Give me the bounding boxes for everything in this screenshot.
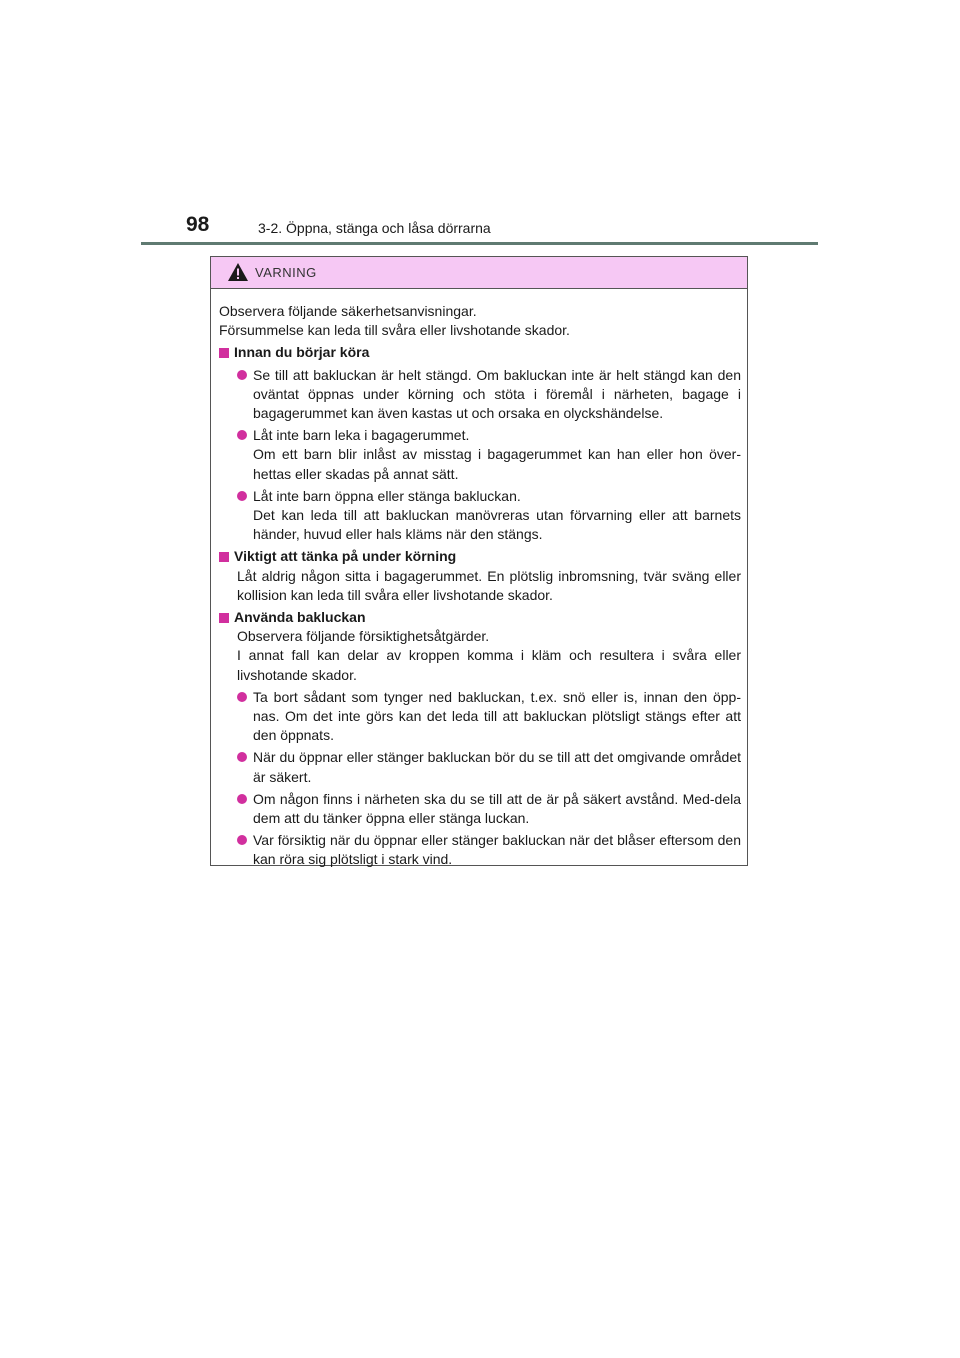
bullet-text	[251, 688, 741, 746]
bullet-line: Ta bort sådant som tynger ned bakluckan, t.ex. snö eller is, innan den öpp-nas. Om det inte görs kan det leda till att bakluckan plötsligt stängs efter att den öppnats.	[253, 688, 741, 744]
bullet-text	[251, 790, 741, 828]
list-item	[219, 426, 741, 484]
round-bullet-icon	[237, 430, 247, 440]
section-paragraph: I annat fall kan delar av kroppen komma i kläm och resultera i svåra eller livshotande skador.	[237, 647, 741, 683]
list-item	[219, 487, 741, 545]
square-bullet-icon	[219, 613, 229, 623]
bullet-line: Om ett barn blir inlåst av misstag i bagagerummet kan han eller hon över-hettas eller skadas på annat sätt.	[253, 446, 741, 482]
list-item	[219, 790, 741, 828]
warning-intro	[219, 302, 741, 340]
intro-line: Försummelse kan leda till svåra eller livshotande skador.	[219, 322, 570, 339]
bullet-line: Låt inte barn öppna eller stänga bakluckan.	[253, 487, 521, 504]
section-heading	[219, 608, 741, 627]
bullet-text	[251, 487, 741, 545]
bullet-text	[251, 831, 741, 869]
round-bullet-icon	[237, 491, 247, 501]
round-bullet-icon	[237, 692, 247, 702]
intro-line: Observera följande säkerhetsanvisningar.	[219, 303, 477, 319]
bullet-text	[251, 748, 741, 786]
section-paragraph: Observera följande försiktighetsåtgärder.	[237, 628, 490, 645]
section-title: 3-2. Öppna, stänga och låsa dörrarna	[258, 220, 491, 236]
bullet-line: Om någon finns i närheten ska du se till att de är på säkert avstånd. Med-dela dem att du tänker öppna eller stänga luckan.	[253, 790, 741, 827]
bullet-line: Det kan leda till att bakluckan manövreras utan förvarning eller att barnets händer, huvud eller hals kläms när den stängs.	[253, 507, 741, 543]
section-heading	[219, 343, 741, 362]
bullet-line: När du öppnar eller stänger bakluckan bör du se till att det omgivande området är säkert.	[253, 749, 741, 785]
round-bullet-icon	[237, 794, 247, 804]
section-paragraph: Låt aldrig någon sitta i bagagerummet. En plötslig inbromsning, tvär sväng eller kollision kan leda till svåra eller livshotande skador.	[237, 567, 741, 603]
warning-body	[211, 289, 747, 870]
bullet-line: Var försiktig när du öppnar eller stänger bakluckan när det blåser eftersom den kan röra sig plötsligt i stark vind.	[253, 832, 741, 868]
round-bullet-icon	[237, 835, 247, 845]
section-heading-text: Viktigt att tänka på under körning	[234, 548, 457, 565]
list-item	[219, 748, 741, 786]
bullet-line: Låt inte barn leka i bagagerummet.	[253, 427, 470, 444]
round-bullet-icon	[237, 370, 247, 380]
bullet-text	[251, 366, 741, 424]
square-bullet-icon	[219, 348, 229, 358]
header-rule	[141, 242, 818, 245]
list-item	[219, 688, 741, 746]
round-bullet-icon	[237, 752, 247, 762]
list-item	[219, 831, 741, 869]
square-bullet-icon	[219, 552, 229, 562]
section-heading-text: Använda bakluckan	[234, 609, 366, 626]
list-item	[219, 366, 741, 424]
warning-triangle-icon	[227, 262, 249, 282]
warning-header	[211, 257, 747, 289]
section-heading	[219, 547, 741, 566]
warning-label: VARNING	[255, 265, 317, 280]
section-heading-text: Innan du börjar köra	[234, 344, 370, 361]
bullet-text	[251, 426, 741, 484]
warning-box	[210, 256, 748, 866]
page-number: 98	[186, 213, 210, 236]
bullet-line: Se till att bakluckan är helt stängd. Om bakluckan inte är helt stängd kan den oväntat öppnas under körning och stöta i föremål i närheten, bagage i bagagerummet kan även kastas ut och orsaka en olyckshändelse.	[253, 366, 741, 422]
